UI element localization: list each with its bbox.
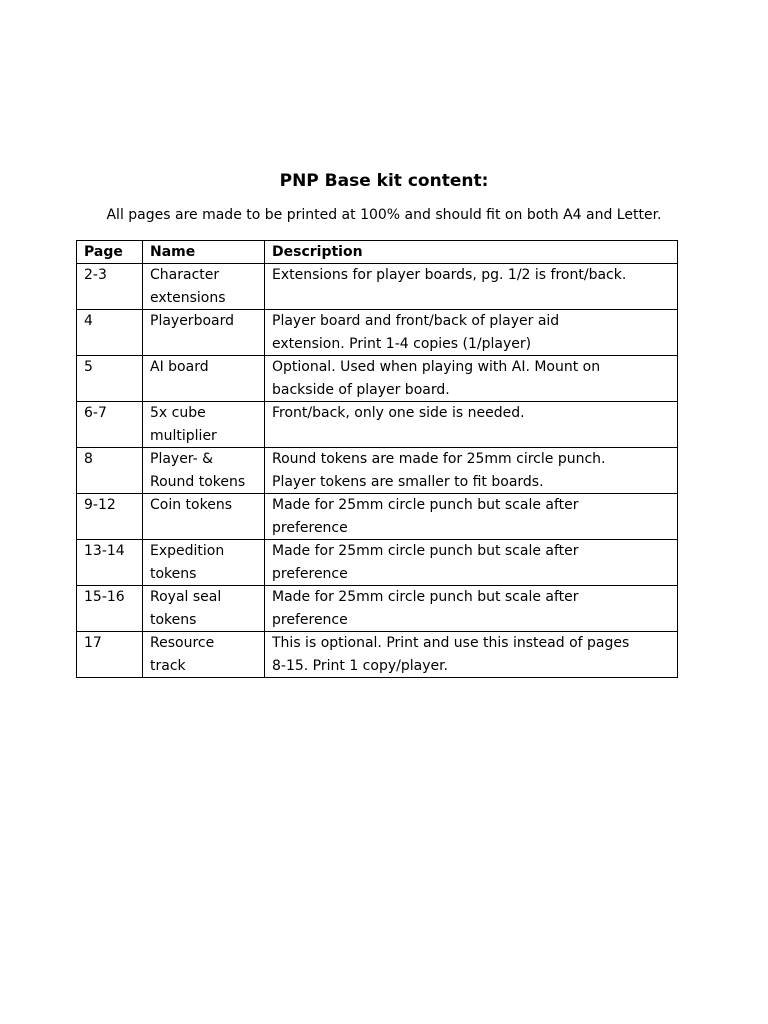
cell-description — [265, 310, 678, 356]
cell-description-text: Made for 25mm circle punch but scale after preference — [272, 543, 579, 582]
cell-page — [77, 448, 143, 494]
cell-name — [143, 448, 265, 494]
cell-description — [265, 586, 678, 632]
intro-text: All pages are made to be printed at 100% and should fit on both A4 and Letter. — [106, 207, 662, 223]
table-header-row — [77, 241, 678, 264]
cell-name — [143, 310, 265, 356]
column-header-page: Page — [77, 241, 143, 264]
cell-name — [143, 264, 265, 310]
cell-name — [143, 402, 265, 448]
cell-description — [265, 632, 678, 678]
cell-description-text: Made for 25mm circle punch but scale after preference — [272, 589, 579, 628]
cell-page-text: 2-3 — [84, 267, 107, 283]
table-row — [77, 540, 678, 586]
table-row — [77, 586, 678, 632]
cell-name — [143, 356, 265, 402]
cell-page-text: 17 — [84, 635, 102, 651]
cell-page-text: 6-7 — [84, 405, 107, 421]
cell-description-text: Extensions for player boards, pg. 1/2 is front/back. — [272, 267, 627, 283]
cell-name-text: Royal seal tokens — [150, 589, 222, 628]
cell-name-text: Resource track — [150, 635, 215, 674]
cell-description-text: Optional. Used when playing with AI. Mount on backside of player board. — [272, 359, 601, 398]
cell-name-text: AI board — [150, 359, 209, 375]
table-row — [77, 402, 678, 448]
cell-page — [77, 356, 143, 402]
cell-description-text: Round tokens are made for 25mm circle punch. Player tokens are smaller to fit boards. — [272, 451, 606, 490]
cell-page — [77, 264, 143, 310]
table-row — [77, 356, 678, 402]
cell-page — [77, 494, 143, 540]
cell-name-text: Expedition tokens — [150, 543, 225, 582]
cell-description-text: Front/back, only one side is needed. — [272, 405, 525, 421]
cell-description — [265, 494, 678, 540]
cell-description — [265, 264, 678, 310]
cell-description — [265, 540, 678, 586]
page-title: PNP Base kit content: — [279, 171, 489, 191]
cell-description-text: Player board and front/back of player aid extension. Print 1-4 copies (1/player) — [272, 313, 560, 352]
cell-description-text: Made for 25mm circle punch but scale after preference — [272, 497, 579, 536]
cell-name-text: Character extensions — [150, 267, 226, 306]
cell-name-text: Playerboard — [150, 313, 234, 329]
cell-description — [265, 356, 678, 402]
cell-description — [265, 402, 678, 448]
cell-page — [77, 310, 143, 356]
kit-content-table — [76, 240, 678, 678]
cell-name-text: 5x cube multiplier — [150, 405, 217, 444]
table-row — [77, 448, 678, 494]
cell-page — [77, 632, 143, 678]
cell-name-text: Coin tokens — [150, 497, 232, 513]
table-row — [77, 310, 678, 356]
cell-description-text: This is optional. Print and use this instead of pages 8-15. Print 1 copy/player. — [272, 635, 630, 674]
table-row — [77, 494, 678, 540]
cell-page-text: 8 — [84, 451, 93, 467]
cell-name — [143, 632, 265, 678]
cell-page — [77, 402, 143, 448]
cell-name — [143, 586, 265, 632]
cell-page-text: 5 — [84, 359, 93, 375]
table-row — [77, 632, 678, 678]
cell-name — [143, 540, 265, 586]
cell-page-text: 15-16 — [84, 589, 125, 605]
table-row — [77, 264, 678, 310]
cell-page-text: 9-12 — [84, 497, 116, 513]
column-header-description: Description — [265, 241, 678, 264]
cell-description — [265, 448, 678, 494]
cell-page — [77, 540, 143, 586]
column-header-name: Name — [143, 241, 265, 264]
cell-name-text: Player- & Round tokens — [150, 451, 246, 490]
cell-name — [143, 494, 265, 540]
cell-page — [77, 586, 143, 632]
cell-page-text: 4 — [84, 313, 93, 329]
cell-page-text: 13-14 — [84, 543, 125, 559]
